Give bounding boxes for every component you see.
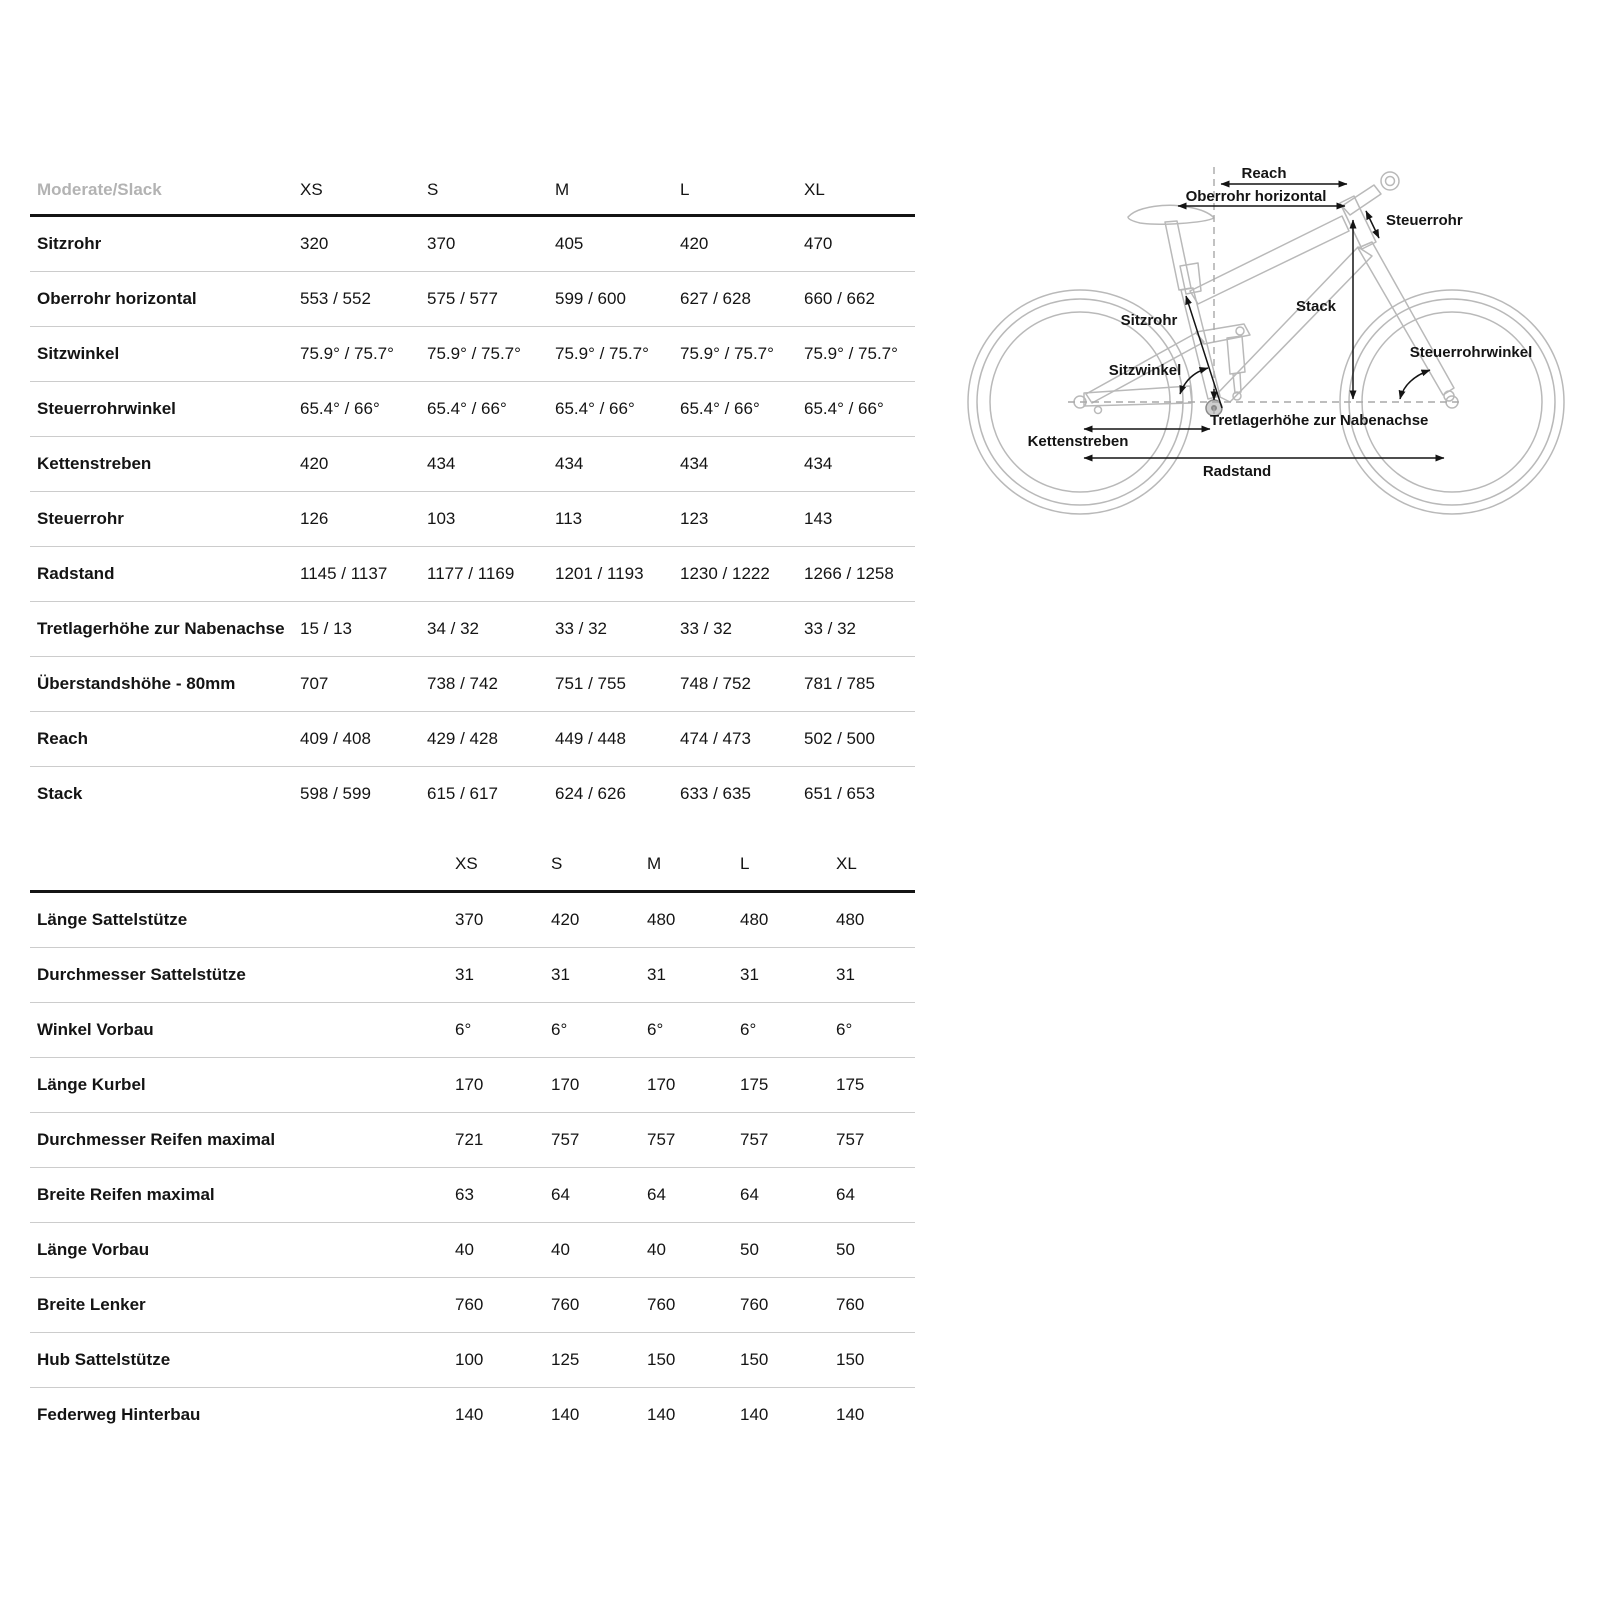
table-row [30, 602, 915, 657]
cell-value: 434 [680, 454, 709, 473]
table-row [30, 1113, 915, 1168]
cell-value: 40 [455, 1240, 474, 1259]
table-row [30, 1333, 915, 1388]
table-row [30, 327, 915, 382]
cell-value: 1201 / 1193 [555, 564, 644, 583]
row-label: Stack [37, 784, 83, 803]
cell-value: 405 [555, 234, 584, 253]
cell-value: 33 / 32 [555, 619, 607, 638]
table-row [30, 712, 915, 767]
cell-value: 449 / 448 [555, 729, 626, 748]
cell-value: 480 [740, 910, 769, 929]
cell-value: 598 / 599 [300, 784, 371, 803]
cell-value: 370 [455, 910, 484, 929]
cell-value: 751 / 755 [555, 674, 626, 693]
cell-value: 6° [647, 1020, 664, 1039]
table-row [30, 547, 915, 602]
cell-value: 31 [551, 965, 570, 984]
cell-value: 633 / 635 [680, 784, 751, 803]
cell-value: 575 / 577 [427, 289, 498, 308]
size-header-l: L [740, 854, 750, 873]
table-row [30, 217, 915, 272]
cell-value: 75.9° / 75.7° [300, 344, 394, 363]
cell-value: 65.4° / 66° [300, 399, 380, 418]
cell-value: 175 [836, 1075, 865, 1094]
cell-value: 757 [836, 1130, 865, 1149]
row-label: Durchmesser Sattelstütze [37, 965, 246, 984]
cell-value: 15 / 13 [300, 619, 352, 638]
kettenstreben-label: Kettenstreben [1027, 433, 1129, 450]
stack-label: Stack [1295, 298, 1337, 315]
row-label: Überstandshöhe - 80mm [37, 674, 236, 693]
cell-value: 738 / 742 [427, 674, 498, 693]
cell-value: 65.4° / 66° [804, 399, 884, 418]
geometry-table-components [30, 838, 915, 1443]
cell-value: 33 / 32 [680, 619, 732, 638]
cell-value: 757 [647, 1130, 676, 1149]
cell-value: 100 [455, 1350, 484, 1369]
cell-value: 470 [804, 234, 833, 253]
cell-value: 75.9° / 75.7° [680, 344, 774, 363]
cell-value: 320 [300, 234, 329, 253]
sitzwinkel-label: Sitzwinkel [1108, 362, 1182, 379]
row-label: Länge Sattelstütze [37, 910, 188, 929]
steuerrohrwinkel-arc-arrow [1400, 370, 1430, 399]
cell-value: 140 [647, 1405, 676, 1424]
seatpost [1165, 221, 1191, 290]
cell-value: 170 [455, 1075, 484, 1094]
cell-value: 624 / 626 [555, 784, 626, 803]
table-row [30, 948, 915, 1003]
cell-value: 75.9° / 75.7° [555, 344, 649, 363]
row-label: Reach [37, 729, 89, 748]
cell-value: 31 [740, 965, 759, 984]
cell-value: 627 / 628 [680, 289, 751, 308]
cell-value: 65.4° / 66° [680, 399, 760, 418]
cell-value: 140 [836, 1405, 865, 1424]
cell-value: 1230 / 1222 [680, 564, 770, 583]
cell-value: 760 [740, 1295, 769, 1314]
cell-value: 40 [551, 1240, 570, 1259]
cell-value: 420 [300, 454, 329, 473]
row-label: Breite Lenker [37, 1295, 146, 1314]
cell-value: 721 [455, 1130, 484, 1149]
chainstay [1084, 386, 1192, 406]
size-header-m: M [555, 180, 570, 199]
cell-value: 50 [836, 1240, 855, 1259]
cell-value: 33 / 32 [804, 619, 856, 638]
cell-value: 6° [836, 1020, 853, 1039]
row-label: Oberrohr horizontal [37, 289, 197, 308]
cell-value: 150 [740, 1350, 769, 1369]
cell-value: 40 [647, 1240, 666, 1259]
table-header-row [30, 838, 915, 893]
cell-value: 480 [836, 910, 865, 929]
cell-value: 170 [551, 1075, 580, 1094]
size-header-m: M [647, 854, 662, 873]
cell-value: 143 [804, 509, 833, 528]
cell-value: 434 [427, 454, 456, 473]
radstand-label: Radstand [1202, 463, 1272, 480]
table-row [30, 1278, 915, 1333]
table-header-row [30, 166, 915, 217]
row-label: Durchmesser Reifen maximal [37, 1130, 276, 1149]
cell-value: 370 [427, 234, 456, 253]
cell-value: 748 / 752 [680, 674, 751, 693]
table-row [30, 492, 915, 547]
cell-value: 150 [647, 1350, 676, 1369]
table-row [30, 1058, 915, 1113]
cell-value: 64 [836, 1185, 855, 1204]
cell-value: 760 [551, 1295, 580, 1314]
table-row [30, 1388, 915, 1443]
table-row [30, 1003, 915, 1058]
cell-value: 660 / 662 [804, 289, 875, 308]
cell-value: 64 [551, 1185, 570, 1204]
rocker-pivot [1236, 327, 1244, 335]
cell-value: 760 [836, 1295, 865, 1314]
cell-value: 103 [427, 509, 456, 528]
row-label: Länge Vorbau [37, 1240, 150, 1259]
cell-value: 150 [836, 1350, 865, 1369]
cell-value: 615 / 617 [427, 784, 498, 803]
handlebar-grip [1381, 172, 1399, 190]
cell-value: 6° [455, 1020, 472, 1039]
row-label: Länge Kurbel [37, 1075, 146, 1094]
bike-geometry-diagram [940, 140, 1580, 540]
cell-value: 65.4° / 66° [427, 399, 507, 418]
table-row [30, 1223, 915, 1278]
row-label: Steuerrohrwinkel [37, 399, 176, 418]
cell-value: 140 [551, 1405, 580, 1424]
size-header-xl: XL [836, 854, 857, 873]
cell-value: 64 [647, 1185, 666, 1204]
cell-value: 553 / 552 [300, 289, 371, 308]
row-label: Steuerrohr [37, 509, 124, 528]
size-header-s: S [551, 854, 563, 873]
steuerrohr-label: Steuerrohr [1386, 212, 1463, 229]
sitzrohr-label: Sitzrohr [1120, 312, 1178, 329]
table-variant-label: Moderate/Slack [37, 180, 162, 199]
row-label: Winkel Vorbau [37, 1020, 154, 1039]
cell-value: 760 [647, 1295, 676, 1314]
reach-label: Reach [1241, 165, 1287, 182]
table-row [30, 437, 915, 492]
size-header-xs: XS [300, 180, 323, 199]
geometry-table-frame [30, 166, 915, 822]
row-label: Tretlagerhöhe zur Nabenachse [37, 619, 285, 638]
cell-value: 420 [551, 910, 580, 929]
table-row [30, 1168, 915, 1223]
cell-value: 474 / 473 [680, 729, 751, 748]
cell-value: 1145 / 1137 [300, 564, 388, 583]
cell-value: 75.9° / 75.7° [427, 344, 521, 363]
cell-value: 1177 / 1169 [427, 564, 515, 583]
row-label: Breite Reifen maximal [37, 1185, 215, 1204]
cell-value: 757 [551, 1130, 580, 1149]
cell-value: 760 [455, 1295, 484, 1314]
cell-value: 502 / 500 [804, 729, 875, 748]
row-label: Federweg Hinterbau [37, 1405, 201, 1424]
cell-value: 651 / 653 [804, 784, 875, 803]
table-row [30, 272, 915, 327]
cell-value: 429 / 428 [427, 729, 498, 748]
cell-value: 6° [740, 1020, 757, 1039]
cell-value: 175 [740, 1075, 769, 1094]
cell-value: 781 / 785 [804, 674, 875, 693]
cell-value: 434 [555, 454, 584, 473]
row-label: Hub Sattelstütze [37, 1350, 171, 1369]
cell-value: 63 [455, 1185, 474, 1204]
cell-value: 420 [680, 234, 709, 253]
cell-value: 31 [455, 965, 474, 984]
cell-value: 34 / 32 [427, 619, 479, 638]
oberrohr-label: Oberrohr horizontal [1185, 188, 1327, 205]
handlebar-grip-inner [1386, 177, 1395, 186]
size-header-xs: XS [455, 854, 478, 873]
cell-value: 31 [647, 965, 666, 984]
cell-value: 707 [300, 674, 329, 693]
cell-value: 409 / 408 [300, 729, 371, 748]
cell-value: 50 [740, 1240, 759, 1259]
cell-value: 126 [300, 509, 329, 528]
cell-value: 64 [740, 1185, 759, 1204]
steuerrohrwinkel-label: Steuerrohrwinkel [1409, 344, 1533, 361]
cell-value: 140 [740, 1405, 769, 1424]
table-row [30, 657, 915, 712]
row-label: Radstand [37, 564, 115, 583]
cell-value: 434 [804, 454, 833, 473]
cell-value: 65.4° / 66° [555, 399, 635, 418]
row-label: Kettenstreben [37, 454, 152, 473]
size-header-s: S [427, 180, 439, 199]
cell-value: 31 [836, 965, 855, 984]
size-header-xl: XL [804, 180, 825, 199]
cell-value: 1266 / 1258 [804, 564, 894, 583]
tretlager-label: Tretlagerhöhe zur Nabenachse [1210, 412, 1429, 429]
cell-value: 140 [455, 1405, 484, 1424]
table-row [30, 382, 915, 437]
cell-value: 170 [647, 1075, 676, 1094]
cell-value: 123 [680, 509, 709, 528]
cell-value: 113 [555, 509, 583, 528]
cell-value: 125 [551, 1350, 580, 1369]
fork [1358, 242, 1454, 395]
cell-value: 599 / 600 [555, 289, 626, 308]
cell-value: 6° [551, 1020, 568, 1039]
bike-frame [1084, 172, 1454, 416]
table-row [30, 767, 915, 822]
row-label: Sitzrohr [37, 234, 102, 253]
bike-diagram-svg [940, 140, 1580, 540]
row-label: Sitzwinkel [37, 344, 120, 363]
size-header-l: L [680, 180, 690, 199]
table-row [30, 893, 915, 948]
cell-value: 480 [647, 910, 676, 929]
cell-value: 75.9° / 75.7° [804, 344, 898, 363]
cell-value: 757 [740, 1130, 769, 1149]
